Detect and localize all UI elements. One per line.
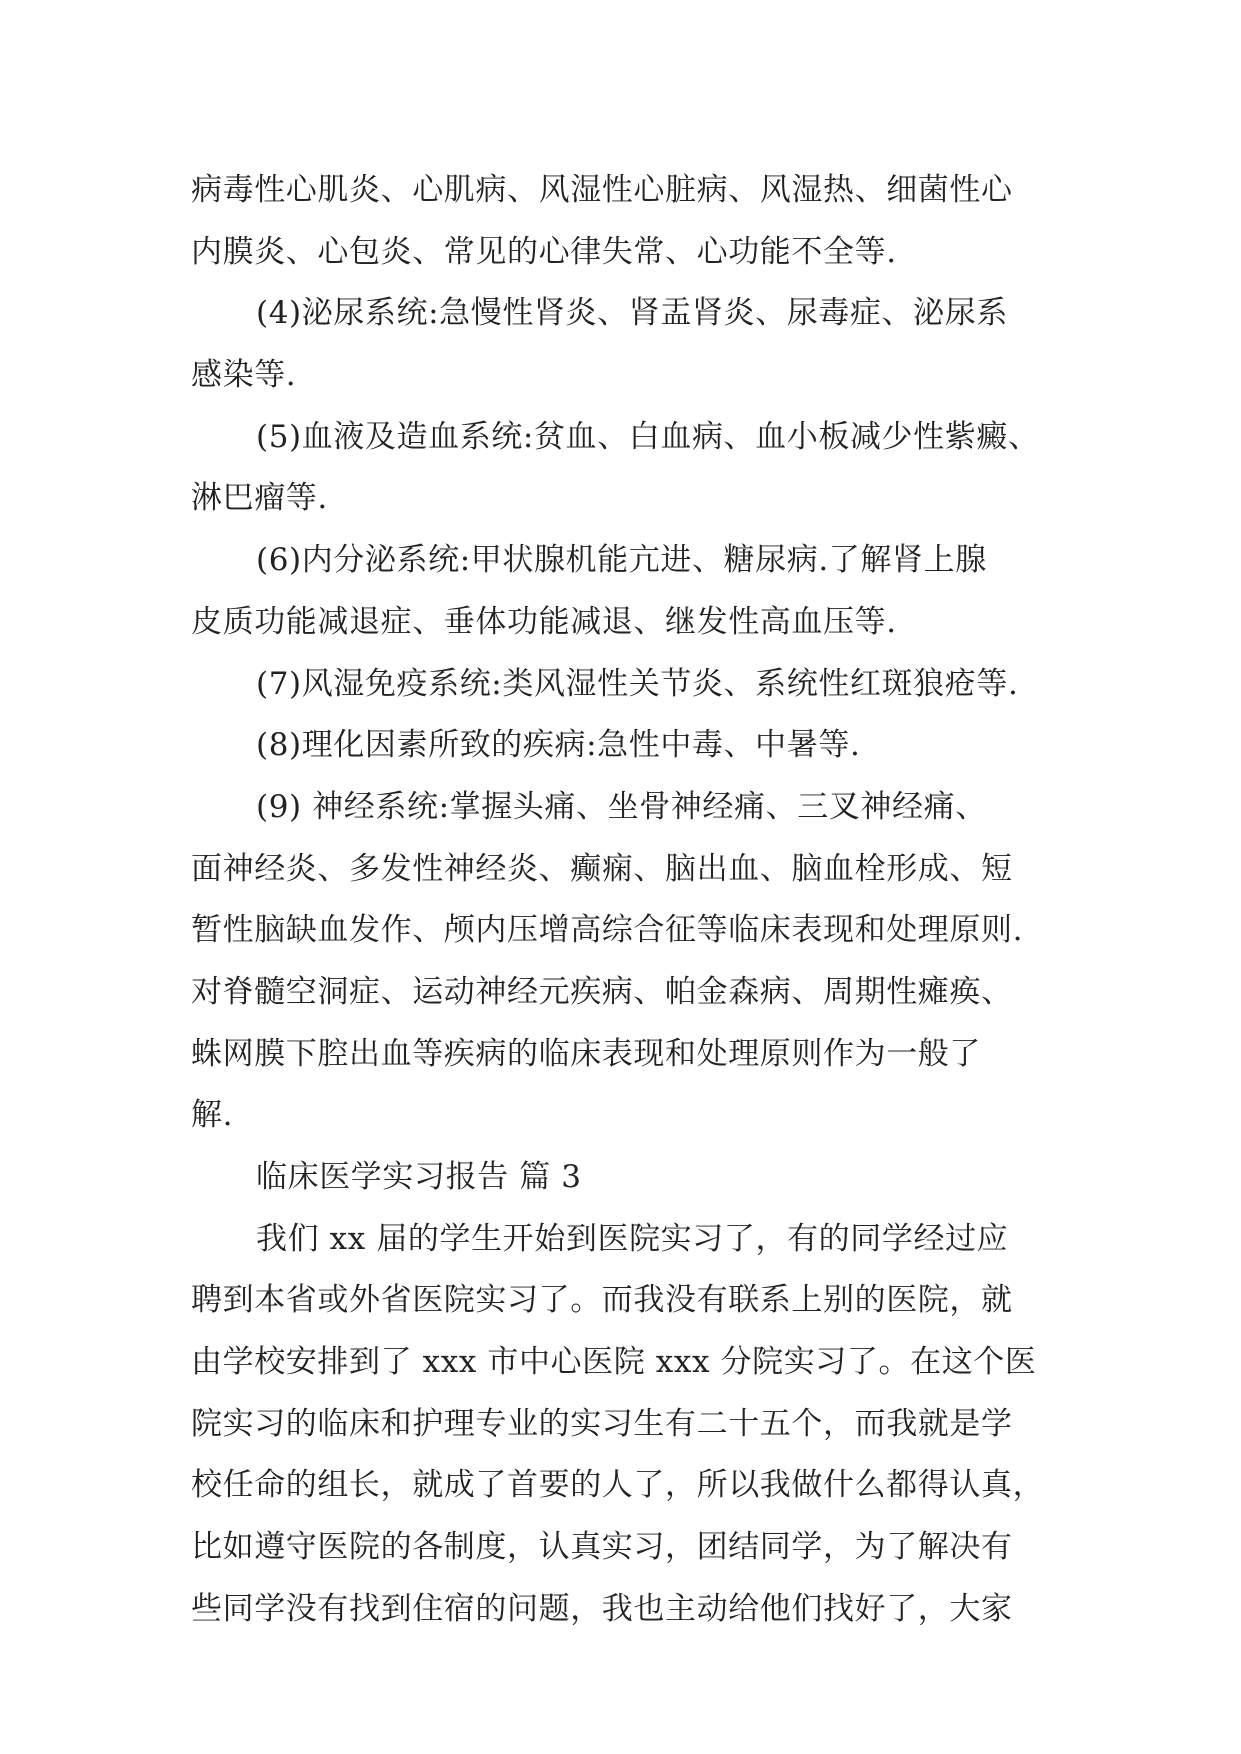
text-line: (7)风湿免疫系统:类风湿性关节炎、系统性红斑狼疮等. [256,665,1019,702]
text-line: 我们 xx 届的学生开始到医院实习了，有的同学经过应 [256,1220,1009,1257]
text-line: 病毒性心肌炎、心肌病、风湿性心脏病、风湿热、细菌性心 [191,172,1013,208]
text-line: 解. [191,1097,234,1134]
text-line: 比如遵守医院的各制度，认真实习，团结同学，为了解决有 [191,1529,1013,1566]
text-line: (4)泌尿系统:急慢性肾炎、肾盂肾炎、尿毒症、泌尿系 [256,295,1008,332]
text-line: 些同学没有找到住宿的问题，我也主动给他们找好了，大家 [191,1590,1013,1627]
text-line: 皮质功能减退症、垂体功能减退、继发性高血压等. [191,603,897,640]
text-line: 临床医学实习报告 篇 3 [256,1159,582,1195]
text-line: 面神经炎、多发性神经炎、癫痫、脑出血、脑血栓形成、短 [191,850,1013,887]
text-line: 对脊髓空洞症、运动神经元疾病、帕金森病、周期性瘫痪、 [191,973,1013,1010]
text-line: (8)理化因素所致的疾病:急性中毒、中暑等. [256,727,861,764]
text-line: (5)血液及造血系统:贫血、白血病、血小板减少性紫癜、 [256,418,1040,455]
text-line: 由学校安排到了 xxx 市中心医院 xxx 分院实习了。在这个医 [191,1344,1037,1381]
text-line: 感染等. [191,357,297,394]
document-body [191,160,1071,1641]
text-line: (6)内分泌系统:甲状腺机能亢进、糖尿病.了解肾上腺 [256,542,987,579]
text-line: 淋巴瘤等. [191,480,328,517]
text-line: 校任命的组长，就成了首要的人了，所以我做什么都得认真， [191,1467,1045,1504]
text-line: 聘到本省或外省医院实习了。而我没有联系上别的医院，就 [191,1282,1013,1319]
text-line: 院实习的临床和护理专业的实习生有二十五个，而我就是学 [191,1405,1013,1442]
text-line: (9) 神经系统:掌握头痛、坐骨神经痛、三叉神经痛、 [256,788,987,825]
text-line: 蛛网膜下腔出血等疾病的临床表现和处理原则作为一般了 [191,1035,981,1072]
text-line: 内膜炎、心包炎、常见的心律失常、心功能不全等. [191,233,897,270]
text-line: 暂性脑缺血发作、颅内压增高综合征等临床表现和处理原则. [191,912,1024,949]
